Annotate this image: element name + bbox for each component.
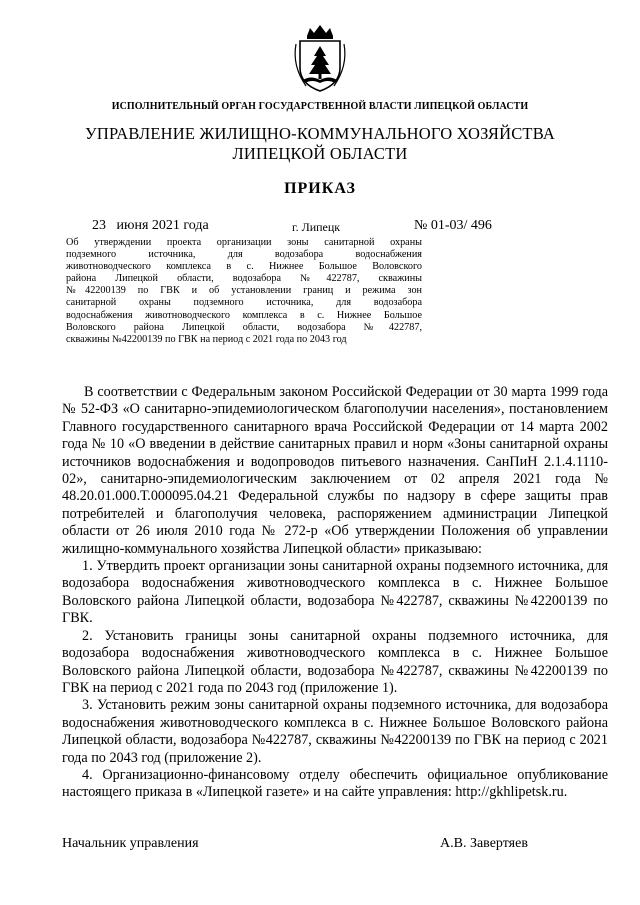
order-item-1: 1. Утвердить проект организации зоны санитарной охраны подземного источника, для водозабора водоснабжения животноводческого комплекса в с. Нижнее Большое Воловского района Липецкой области, водозабора №422787, скважины №42200139 по ГВК. [62, 558, 608, 627]
order-item-2: 2. Установить границы зоны санитарной охраны подземного источника, для водозабора водоснабжения животноводческого комплекса в с. Нижнее Большое Воловского района Липецкой области, водозабора №422787, скважины №42200139 по ГВК на период с 2021 года по 2043 год (приложение 1). [62, 627, 608, 696]
subject-line: подземного источника, для водозабора водоснабжения [66, 249, 422, 261]
subject-line: скважины №42200139 по ГВК на период с 2021 года по 2043 год [66, 333, 347, 345]
preamble-paragraph: В соответствии с Федеральным законом Российской Федерации от 30 марта 1999 года № 52-ФЗ «О санитарно-эпидемиологическом благополучии населения», постановлением Главного государственного санитарного врача Российской Федерации от 14 марта 2002 года № 10 «О введении в действие санитарных правил и норм «Зоны санитарной охраны источников водоснабжения и водопроводов питьевого назначения. СанПиН 2.1.4.1110-02», санитарно-эпидемиологическим заключением от 02 апреля 2021 года № 48.20.01.000.Т.000095.04.21 Федеральной службы по надзору в сфере защиты прав потребителей и благополучия человека, распоряжением администрации Липецкой области от 26 июля 2010 года № 272-р «Об утверждении Положения об управлении жилищно-коммунального хозяйства Липецкой области» приказываю: [62, 384, 608, 557]
signatory-name: А.В. Завертяев [440, 836, 528, 851]
department-name [0, 124, 640, 164]
document-type-title: ПРИКАЗ [284, 180, 356, 197]
department-line-2: ЛИПЕЦКОЙ ОБЛАСТИ [232, 144, 408, 163]
coat-of-arms-icon [290, 22, 350, 94]
subject-line: водоснабжения животноводческого комплекса в с. Нижнее Большое [66, 309, 422, 321]
order-subject [66, 237, 422, 346]
order-city: г. Липецк [292, 220, 341, 234]
subject-line: района Липецкой области, водозабора №422787, скважины [66, 273, 422, 285]
subject-line: №42200139 по ГВК и об установлении границ и режима зон [66, 285, 422, 297]
department-line-1: УПРАВЛЕНИЕ ЖИЛИЩНО-КОММУНАЛЬНОГО ХОЗЯЙСТВА [85, 124, 555, 143]
subject-line: Воловского района Липецкой области, водозабора №422787, [66, 321, 422, 333]
order-body [62, 384, 608, 802]
organization-line: ИСПОЛНИТЕЛЬНЫЙ ОРГАН ГОСУДАРСТВЕННОЙ ВЛАСТИ ЛИПЕЦКОЙ ОБЛАСТИ [111, 101, 529, 112]
order-item-4: 4. Организационно-финансовому отделу обеспечить официальное опубликование настоящего приказа в «Липецкой газете» и на сайте управления: http://gkhlipetsk.ru. [62, 766, 608, 801]
order-item-3: 3. Установить режим зоны санитарной охраны подземного источника, для водозабора водоснабжения животноводческого комплекса в с. Нижнее Большое Воловского района Липецкой области, водозабора №422787, скважины №42200139 по ГВК на период с 2021 года по 2043 год (приложение 2). [62, 697, 608, 766]
order-number: № 01-03/ 496 [414, 218, 492, 233]
subject-line: животноводческого комплекса в с. Нижнее Большое Воловского [66, 261, 422, 273]
order-date: 23 июня 2021 года [92, 218, 209, 233]
subject-line: Об утверждении проекта организации зоны санитарной охраны [66, 237, 422, 248]
subject-line: санитарной охраны подземного источника, для водозабора [66, 297, 422, 309]
signatory-position: Начальник управления [62, 836, 199, 851]
